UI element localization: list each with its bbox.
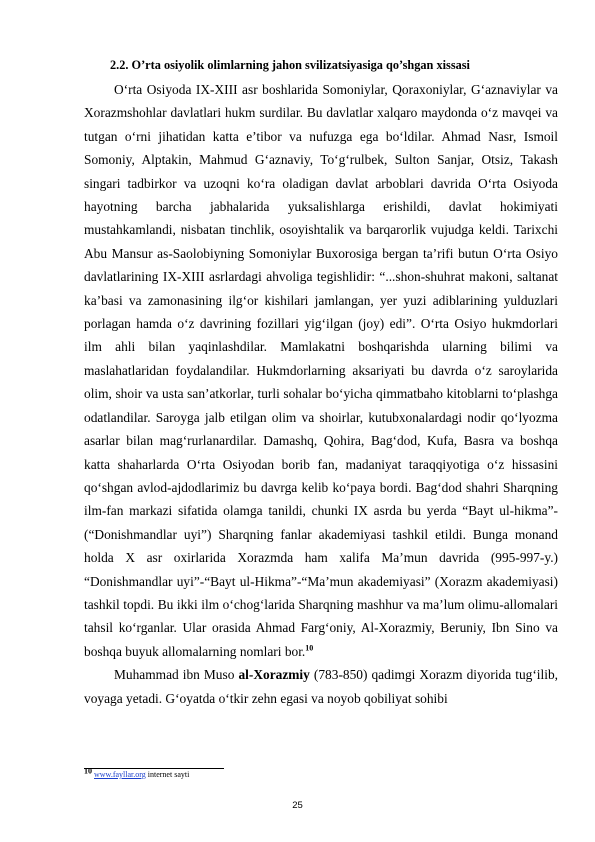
footnote-reference[interactable]: 10 [305,643,314,653]
paragraph [84,663,558,710]
section-heading: 2.2. O’rta osiyolik olimlarning jahon svilizatsiyasiga qo’shgan xissasi [110,58,470,72]
footnote-link[interactable]: www.fayllar.org [94,770,146,779]
page-number: 25 [292,800,303,811]
bold-term: al-Xorazmiy [238,667,310,683]
paragraph-text: (783-850) qadimgi Xorazm diyorida tug‘ilib, voyaga yetadi. G‘oyatda o‘tkir zehn egasi va noyob qobiliyat sohibi [84,667,559,706]
footnote-text: internet sayti [145,770,190,779]
paragraph-text: Muhammad ibn Muso [114,667,239,683]
paragraph-text: O‘rta Osiyoda IX-XIII asr boshlarida Somoniylar, Qoraxoniylar, G‘aznaviylar va Xorazmshohlar davlatlari hukm surdilar. Bu davlatlar xalqaro maydonda o‘z mavqei va tutgan o‘rni jihatidan katta e’tibor va nufuzga ega bo‘ldilar. Ahmad Nasr, Ismoil Somoniy, Alptakin, Mahmud G‘aznaviy, To‘g‘rulbek, Sulton Sanjar, Otsiz, Takash singari tadbirkor va uzoqni ko‘ra oladigan davlat arboblari davrida O‘rta Osiyoda hayotning barcha jabhalarida yuksalishlarga erishildi, davlat hokimiyati mustahkamlandi, nisbatan tinchlik, osoyishtalik va barqarorlik vujudga keldi. Tarixchi Abu Mansur as-Saolobiyning Somoniylar Buxorosiga bergan ta’rifi butun O‘rta Osiyo davlatlarining IX-XIII asrlardagi ahvoliga tegishlidir: “...shon-shuhrat makoni, saltanat ka’basi va zamonasining ilg‘or kishilari jamlangan, yer yuzi adiblarining yulduzlari porlagan hamda o‘z davrining fozillari yig‘ilgan (joy) edi”. O‘rta Osiyo hukmdorlari ilm ahli bilan yaqinlashdilar. Mamlakatni boshqarishda ularning bilimi va maslahatlaridan foydalandilar. Hukmdorlarning aksariyati bu davrda o‘z saroylarida olim, shoir va usta san’atkorlar, turli sohalar bo‘yicha qimmatbaho kitoblarni to‘plashga odatlandilar. Saroyga jalb etilgan olim va shoirlar, kutubxonalardagi nodir qo‘lyozma asarlar bilan mag‘rurlanardilar. Damashq, Qohira, Bag‘dod, Kufa, Basra va boshqa katta shaharlarda O‘rta Osiyodan borib fan, madaniyat taraqqiyotiga o‘z hissasini qo‘shgan avlod-ajdodlarimiz bu davrga kelib ko‘paya bordi. Bag‘dod shahri Sharqning ilm-fan markazi sifatida olamga tanildi, chunki IX asrda bu yerda “Bayt ul-hikma”-(“Donishmandlar uyi”) Sharqning fanlar akademiyasi tashkil etildi. Bunga monand holda X asr oxirlarida Xorazmda ham xalifa Ma’mun davrida (995-997-y.) “Donishmandlar uyi”-“Bayt ul-Hikma”-“Ma’mun akademiyasi” (Xorazm akademiyasi) tashkil topdi. Bu ikki ilm o‘chog‘larida Sharqning mashhur va ma’lum olimu-allomalari tahsil ko‘rganlar. Ular orasida Ahmad Farg‘oniy, Al-Xorazmiy, Beruniy, Ibn Sino va boshqa buyuk allomalarning nomlari bor. [84,82,558,659]
footnote-number: 10 [84,766,92,776]
footnote-divider [84,768,224,769]
body-text [84,78,558,710]
footnote [84,766,190,779]
paragraph [84,78,558,663]
